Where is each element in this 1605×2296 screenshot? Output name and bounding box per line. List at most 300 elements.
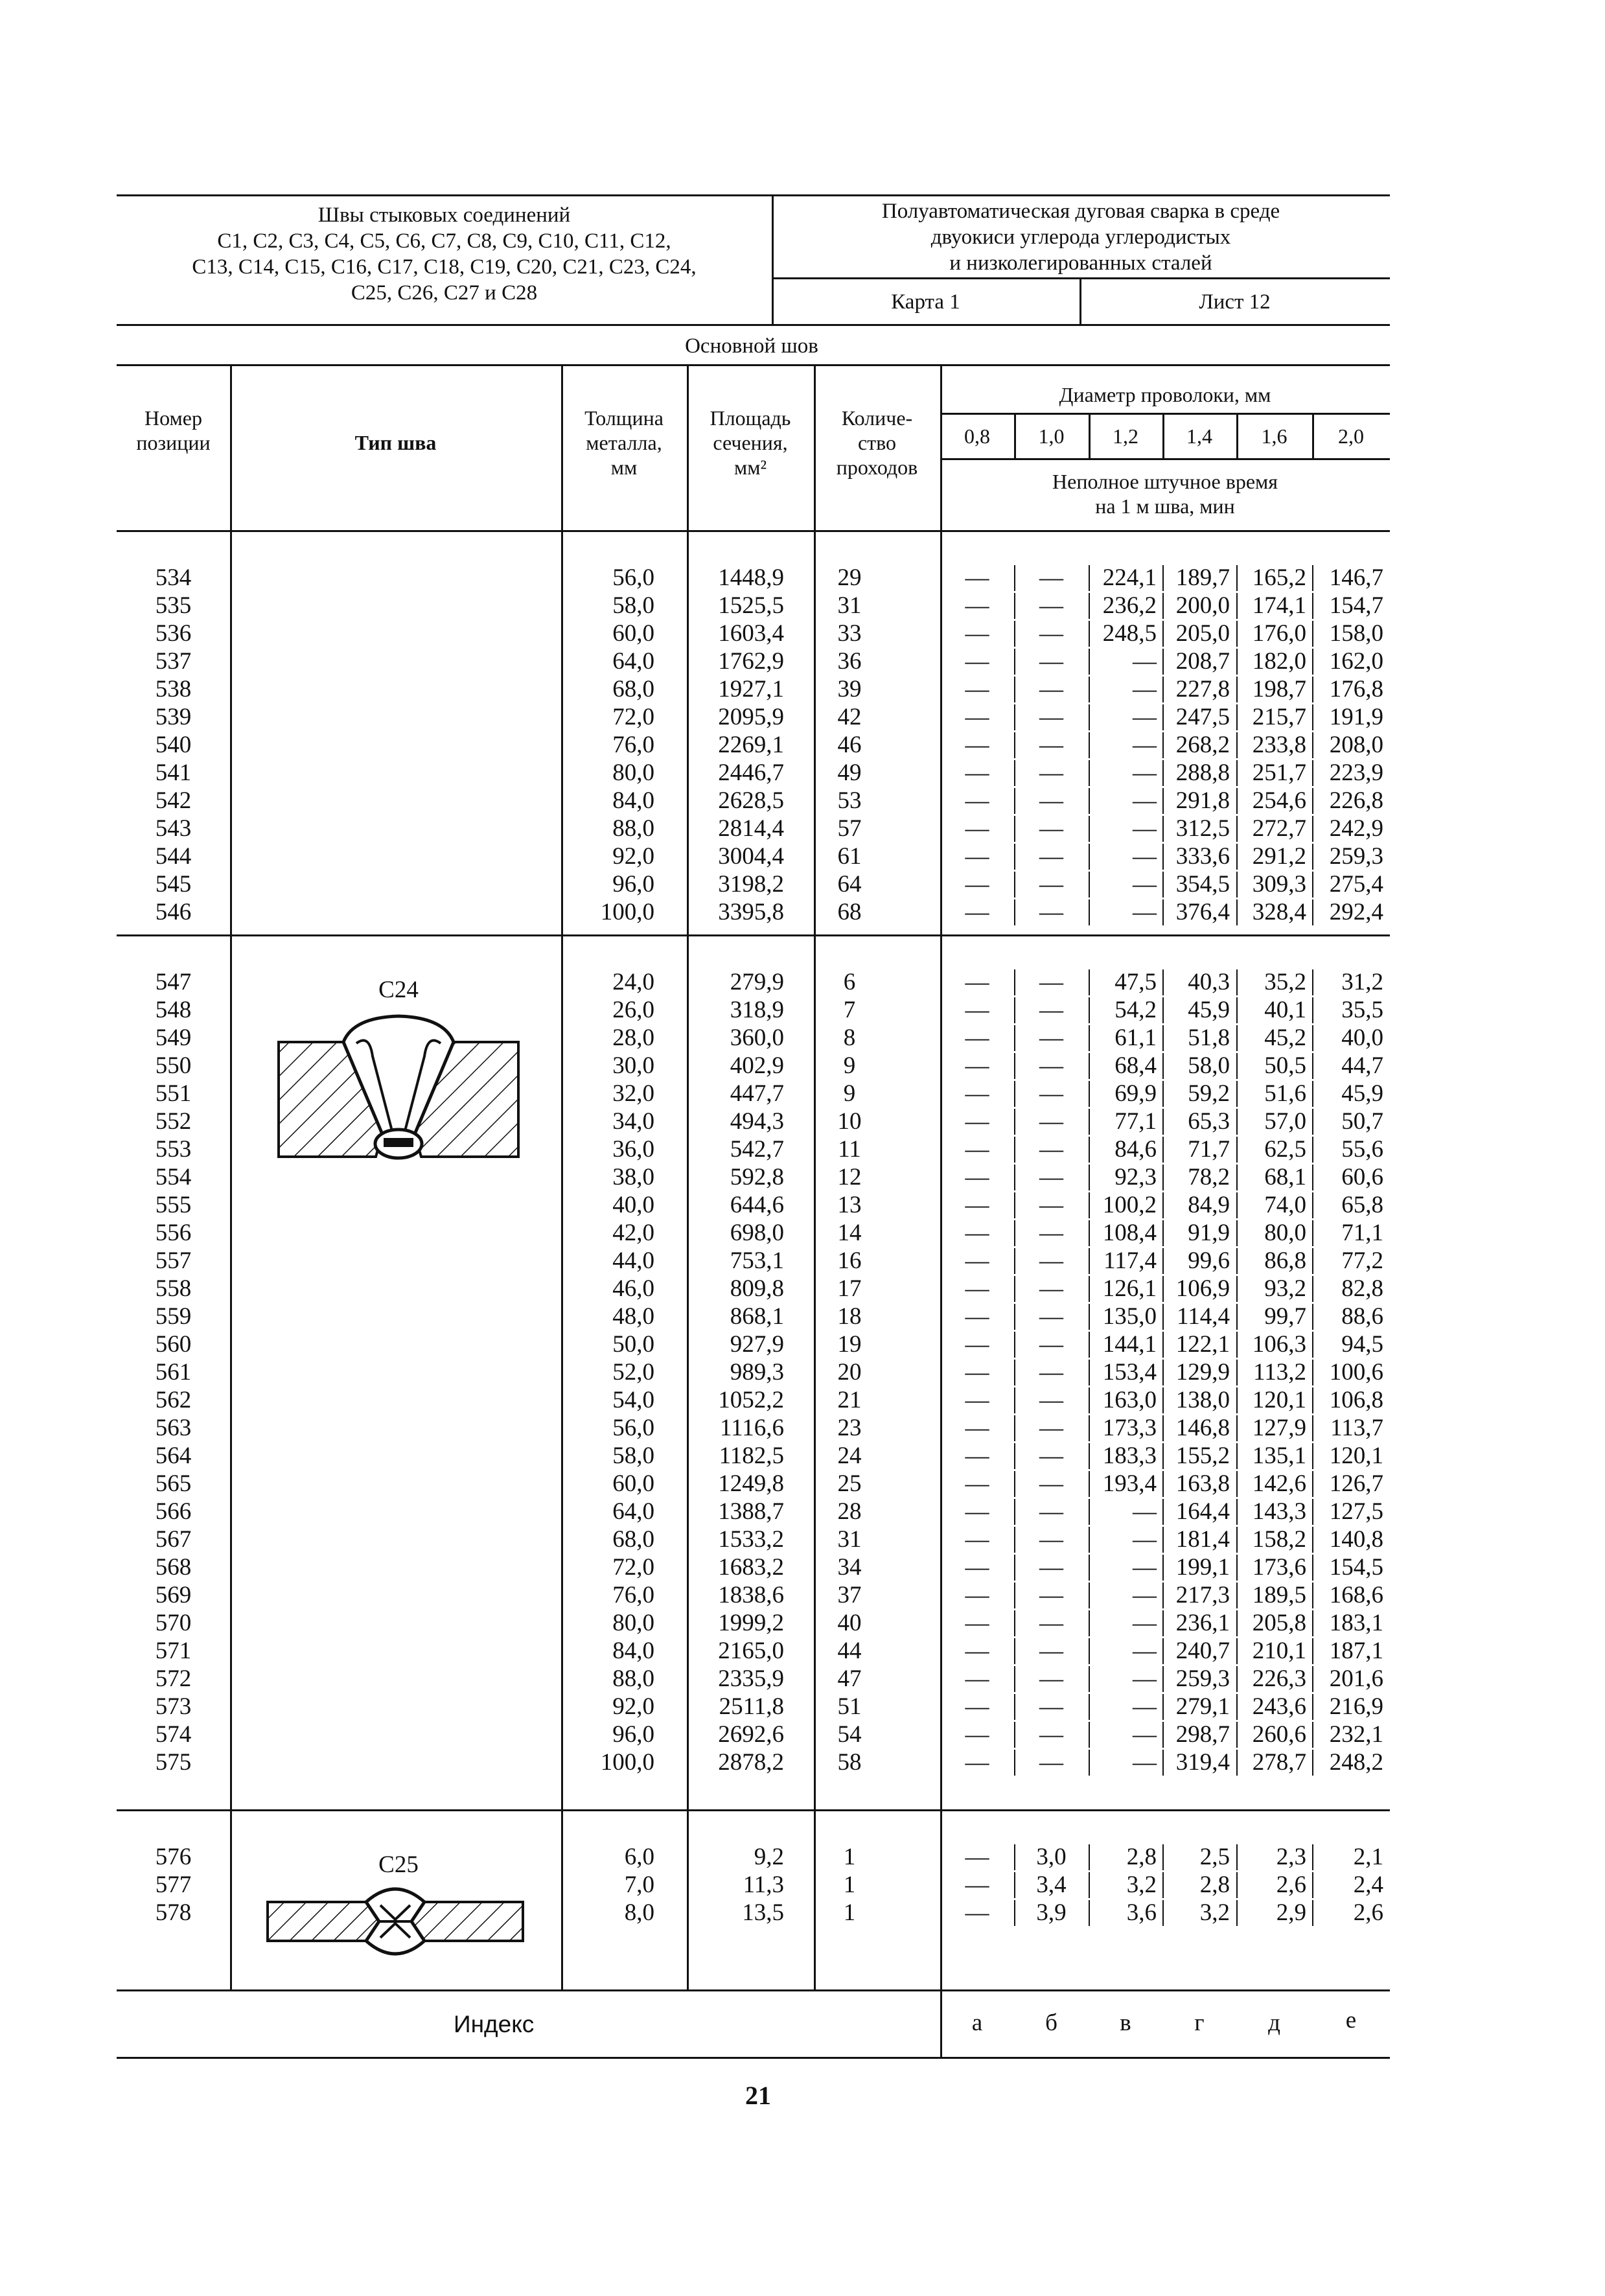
cell-position: 578 [155,1899,192,1926]
cell-separator [1162,1248,1164,1274]
cell-thickness: 76,0 [612,1582,654,1608]
cell-separator [1236,1137,1238,1163]
cell-separator [1162,1053,1164,1079]
cell-separator [1162,1192,1164,1218]
cell-separator [1312,1248,1313,1274]
cell-time-1-6: 142,6 [1252,1470,1306,1497]
cell-separator [1014,1081,1015,1107]
cell-separator [1089,1638,1090,1664]
cell-time-0-8: — [965,1387,989,1413]
cell-separator [1014,593,1015,619]
cell-separator [1089,844,1090,870]
diameter-value: 2,0 [1338,424,1364,448]
cell-position: 536 [155,620,192,647]
cell-separator [1236,704,1238,730]
cell-passes: 44 [837,1638,862,1664]
cell-passes: 58 [837,1749,862,1776]
table-row [0,675,1605,703]
cell-separator [1014,1220,1015,1246]
cell-time-2-0: 146,7 [1329,564,1383,591]
cell-separator [1089,1844,1090,1870]
cell-time-1-4: 199,1 [1175,1554,1230,1581]
cell-separator [1089,1137,1090,1163]
cell-time-1-0: — [1039,1025,1063,1051]
cell-time-1-6: 57,0 [1264,1108,1306,1135]
table-row [0,759,1605,787]
table-row [0,703,1605,731]
cell-time-1-2: 77,1 [1114,1108,1157,1135]
table-row [0,1470,1605,1498]
cell-area: 447,7 [730,1080,784,1107]
cell-separator [1162,816,1164,842]
diameter-value: 1,2 [1113,424,1138,448]
cell-area: 753,1 [730,1247,784,1274]
cell-area: 1838,6 [718,1582,784,1608]
col-passes-header [814,406,940,480]
cell-separator [1089,816,1090,842]
col-passes-line: проходов [836,456,918,479]
cell-area: 1249,8 [718,1470,784,1497]
cell-time-1-0: — [1039,1693,1063,1720]
table-row [0,1553,1605,1581]
cell-separator [1014,899,1015,925]
cell-time-1-6: 309,3 [1252,871,1306,898]
cell-separator [1014,649,1015,675]
cell-position: 549 [155,1025,192,1051]
cell-time-1-0: — [1039,1136,1063,1163]
cell-separator [1162,872,1164,898]
cell-time-1-2: 193,4 [1102,1470,1157,1497]
cell-passes: 14 [837,1220,862,1246]
cell-thickness: 34,0 [612,1108,654,1135]
cell-separator [1312,1192,1313,1218]
cell-position: 564 [155,1443,192,1469]
cell-time-2-0: 94,5 [1341,1331,1383,1358]
cell-time-1-0: — [1039,1247,1063,1274]
cell-separator [1236,1471,1238,1497]
cell-position: 559 [155,1303,192,1330]
cell-time-1-6: 93,2 [1264,1275,1306,1302]
cell-time-1-0: — [1039,1275,1063,1302]
cell-thickness: 80,0 [612,760,654,786]
cell-time-1-6: 143,3 [1252,1498,1306,1525]
cell-separator [1236,997,1238,1023]
cell-passes: 49 [837,760,862,786]
cell-time-1-2: — [1133,1665,1157,1692]
cell-time-1-4: 236,1 [1175,1610,1230,1636]
cell-separator [1236,1415,1238,1441]
cell-area: 2878,2 [718,1749,784,1776]
cell-position: 546 [155,899,192,925]
col-seam-type-header: Тип шва [354,431,437,454]
table-row [0,842,1605,870]
cell-separator [1162,649,1164,675]
cell-time-0-8: — [965,969,989,995]
header-left-title [117,202,772,306]
cell-separator [1236,1583,1238,1608]
index-value: б [1045,2010,1057,2036]
cell-time-1-6: 2,3 [1276,1844,1306,1870]
sheet-label: Лист 12 [1199,290,1271,314]
table-row [0,1748,1605,1776]
cell-separator [1089,1471,1090,1497]
cell-passes: 28 [837,1498,862,1525]
cell-time-1-0: — [1039,1526,1063,1553]
cell-separator [1312,1471,1313,1497]
cell-separator [1162,1276,1164,1302]
cell-area: 1533,2 [718,1526,784,1553]
cell-time-1-6: 173,6 [1252,1554,1306,1581]
cell-thickness: 80,0 [612,1610,654,1636]
cell-separator [1162,1387,1164,1413]
cell-separator [1089,997,1090,1023]
cell-time-1-0: — [1039,676,1063,702]
cell-time-0-8: — [965,1136,989,1163]
cell-position: 561 [155,1359,192,1386]
table-row [0,1581,1605,1609]
cell-time-1-4: 51,8 [1188,1025,1230,1051]
cell-separator [1312,565,1313,591]
cell-passes: 36 [837,648,862,675]
cell-time-1-6: 278,7 [1252,1749,1306,1776]
cell-time-1-4: 99,6 [1188,1247,1230,1274]
cell-separator [1236,1276,1238,1302]
cell-time-0-8: — [965,1192,989,1218]
cell-time-0-8: — [965,997,989,1023]
cell-separator [1089,1527,1090,1553]
cell-passes: 1 [843,1899,856,1926]
cell-time-1-4: 227,8 [1175,676,1230,702]
table-row [0,1637,1605,1665]
cell-thickness: 54,0 [612,1387,654,1413]
cell-time-1-0: — [1039,899,1063,925]
cell-time-1-6: 272,7 [1252,815,1306,842]
cell-time-1-2: — [1133,1582,1157,1608]
cell-separator [1162,899,1164,925]
cell-time-2-0: 2,6 [1353,1899,1383,1926]
cell-time-1-2: 248,5 [1102,620,1157,647]
cell-time-1-4: 114,4 [1177,1303,1230,1330]
cell-time-1-0: — [1039,1220,1063,1246]
cell-time-1-4: 208,7 [1175,648,1230,675]
cell-time-1-6: 176,0 [1252,620,1306,647]
cell-time-1-2: — [1133,787,1157,814]
cell-time-1-2: — [1133,815,1157,842]
table-row [0,996,1605,1024]
cell-separator [1312,1332,1313,1358]
cell-time-1-4: 312,5 [1175,815,1230,842]
cell-thickness: 38,0 [612,1164,654,1190]
cell-time-1-6: 251,7 [1252,760,1306,786]
cell-separator [1162,1220,1164,1246]
cell-time-1-0: — [1039,1749,1063,1776]
cell-separator [1014,1499,1015,1525]
cell-separator [1089,1415,1090,1441]
diameter-value: 1,0 [1038,424,1065,448]
table-row [0,787,1605,815]
cell-position: 562 [155,1387,192,1413]
cell-time-1-6: 189,5 [1252,1582,1306,1608]
cell-time-1-0: — [1039,843,1063,870]
cell-position: 556 [155,1220,192,1246]
cell-position: 548 [155,997,192,1023]
cell-time-1-2: 2,8 [1126,1844,1157,1870]
page-number: 21 [745,2081,771,2110]
cell-separator [1236,1081,1238,1107]
cell-separator [1089,1583,1090,1608]
cell-time-1-4: 40,3 [1188,969,1230,995]
cell-time-1-4: 288,8 [1175,760,1230,786]
cell-time-0-8: — [965,1554,989,1581]
cell-separator [1236,1220,1238,1246]
cell-time-1-4: 291,8 [1175,787,1230,814]
cell-separator [1014,1387,1015,1413]
cell-passes: 25 [837,1470,862,1497]
cell-area: 3198,2 [718,871,784,898]
cell-time-0-8: — [965,1331,989,1358]
cell-time-1-6: 215,7 [1252,704,1306,730]
cell-time-1-4: 279,1 [1175,1693,1230,1720]
cell-position: 552 [155,1108,192,1135]
cell-separator [1014,677,1015,702]
cell-time-0-8: — [965,1721,989,1748]
cell-position: 555 [155,1192,192,1218]
index-value: д [1268,2010,1280,2036]
header-top-line [117,194,1390,196]
table-row [0,1386,1605,1414]
cell-time-1-6: 260,6 [1252,1721,1306,1748]
cell-thickness: 40,0 [612,1192,654,1218]
cell-area: 1927,1 [718,676,784,702]
cell-thickness: 92,0 [612,1693,654,1720]
cell-time-2-0: 55,6 [1341,1136,1383,1163]
cell-time-0-8: — [965,871,989,898]
cell-time-1-2: 183,3 [1102,1443,1157,1469]
cell-separator [1162,760,1164,786]
cell-separator [1236,1443,1238,1469]
cell-separator [1089,1387,1090,1413]
table-row [0,870,1605,898]
cell-passes: 21 [837,1387,862,1413]
cell-passes: 17 [837,1275,862,1302]
cell-time-2-0: 187,1 [1329,1638,1383,1664]
cell-time-1-4: 65,3 [1188,1108,1230,1135]
cell-separator [1162,1137,1164,1163]
cell-separator [1236,565,1238,591]
cell-time-2-0: 154,5 [1329,1554,1383,1581]
cell-area: 1448,9 [718,564,784,591]
cell-time-1-0: — [1039,592,1063,619]
col-area-header [687,406,814,480]
cell-passes: 13 [837,1192,862,1218]
cell-time-2-0: 65,8 [1341,1192,1383,1218]
cell-time-1-4: 319,4 [1175,1749,1230,1776]
cell-separator [1162,1360,1164,1386]
cell-time-1-4: 138,0 [1175,1387,1230,1413]
table-row [0,1330,1605,1358]
cell-position: 568 [155,1554,192,1581]
cell-time-1-6: 62,5 [1264,1136,1306,1163]
cell-separator [1089,1694,1090,1720]
cell-position: 543 [155,815,192,842]
cell-passes: 1 [843,1872,856,1898]
cell-separator [1014,1750,1015,1776]
cell-time-2-0: 2,1 [1353,1844,1383,1870]
cell-separator [1089,1248,1090,1274]
cell-separator [1014,1900,1015,1926]
cell-thickness: 28,0 [612,1025,654,1051]
cell-separator [1089,677,1090,702]
cell-passes: 9 [843,1052,856,1079]
cell-position: 557 [155,1247,192,1274]
table-row [0,1899,1605,1927]
cell-time-0-8: — [965,592,989,619]
cell-time-1-0: — [1039,1080,1063,1107]
table-end-line [117,2057,1390,2059]
cell-passes: 19 [837,1331,862,1358]
cell-time-1-4: 122,1 [1175,1331,1230,1358]
cell-time-1-2: 163,0 [1102,1387,1157,1413]
cell-thickness: 6,0 [624,1844,654,1870]
cell-passes: 9 [843,1080,856,1107]
cell-thickness: 48,0 [612,1303,654,1330]
cell-time-1-0: — [1039,815,1063,842]
cell-separator [1162,1165,1164,1190]
cell-time-1-2: 224,1 [1102,564,1157,591]
cell-separator [1014,1471,1015,1497]
cell-separator [1312,704,1313,730]
cell-separator [1014,1638,1015,1664]
cell-separator [1312,1387,1313,1413]
cell-time-1-4: 189,7 [1175,564,1230,591]
cell-separator [1089,593,1090,619]
cell-time-2-0: 232,1 [1329,1721,1383,1748]
cell-separator [1089,1220,1090,1246]
cell-passes: 51 [837,1693,862,1720]
cell-time-2-0: 35,5 [1341,997,1383,1023]
cell-passes: 24 [837,1443,862,1469]
cell-time-0-8: — [965,1749,989,1776]
cell-time-1-0: — [1039,1108,1063,1135]
cell-time-2-0: 216,9 [1329,1693,1383,1720]
cell-time-2-0: 2,4 [1353,1872,1383,1898]
cell-separator [1162,1900,1164,1926]
cell-time-2-0: 168,6 [1329,1582,1383,1608]
cell-thickness: 88,0 [612,1665,654,1692]
cell-time-1-4: 59,2 [1188,1080,1230,1107]
cell-time-2-0: 154,7 [1329,592,1383,619]
cell-separator [1312,1900,1313,1926]
cell-separator [1162,732,1164,758]
cell-separator [1236,732,1238,758]
cell-area: 1603,4 [718,620,784,647]
cell-separator [1236,1844,1238,1870]
table-row [0,815,1605,842]
cell-separator [1312,732,1313,758]
cell-separator [1312,1109,1313,1135]
cell-time-0-8: — [965,1359,989,1386]
cell-separator [1236,1722,1238,1748]
table-top-line [117,364,1390,366]
cell-separator [1014,844,1015,870]
col-time-line: на 1 м шва, мин [1095,494,1235,518]
cell-thickness: 100,0 [600,1749,654,1776]
cell-separator [1014,1192,1015,1218]
cell-separator [1014,1304,1015,1330]
cell-position: 551 [155,1080,192,1107]
col-area-line: сечения, [713,431,788,454]
cell-passes: 23 [837,1415,862,1441]
col-time-line: Неполное штучное время [1052,470,1278,493]
cell-separator [1014,1872,1015,1898]
cell-area: 360,0 [730,1025,784,1051]
cell-time-1-4: 376,4 [1175,899,1230,925]
header-left-line: С25, С26, С27 и С28 [351,281,538,305]
cell-time-0-8: — [965,1164,989,1190]
cell-time-1-6: 291,2 [1252,843,1306,870]
cell-time-2-0: 77,2 [1341,1247,1383,1274]
cell-time-1-0: — [1039,1610,1063,1636]
cell-time-2-0: 183,1 [1329,1610,1383,1636]
cell-time-2-0: 40,0 [1341,1025,1383,1051]
cell-time-1-0: 3,9 [1036,1899,1067,1926]
cell-area: 279,9 [730,969,784,995]
cell-separator [1162,565,1164,591]
cell-separator [1236,677,1238,702]
cell-position: 537 [155,648,192,675]
cell-separator [1014,872,1015,898]
cell-time-2-0: 100,6 [1329,1359,1383,1386]
cell-thickness: 42,0 [612,1220,654,1246]
cell-time-1-4: 259,3 [1175,1665,1230,1692]
cell-time-2-0: 113,7 [1330,1415,1383,1441]
cell-thickness: 96,0 [612,1721,654,1748]
cell-time-2-0: 248,2 [1329,1749,1383,1776]
cell-time-1-2: — [1133,1498,1157,1525]
cell-time-2-0: 140,8 [1329,1526,1383,1553]
cell-area: 809,8 [730,1275,784,1302]
table-row [0,1107,1605,1135]
cell-time-1-4: 146,8 [1175,1415,1230,1441]
cell-time-1-2: 100,2 [1102,1192,1157,1218]
cell-time-1-2: — [1133,1749,1157,1776]
cell-separator [1312,844,1313,870]
cell-area: 1999,2 [718,1610,784,1636]
cell-area: 1388,7 [718,1498,784,1525]
cell-separator [1014,1109,1015,1135]
cell-position: 544 [155,843,192,870]
cell-time-1-6: 205,8 [1252,1610,1306,1636]
cell-separator [1312,816,1313,842]
cell-separator [1089,1360,1090,1386]
cell-time-0-8: — [965,1443,989,1469]
cell-position: 565 [155,1470,192,1497]
cell-thickness: 84,0 [612,787,654,814]
cell-position: 571 [155,1638,192,1664]
cell-separator [1236,1332,1238,1358]
diam-header-line [940,413,1390,415]
cell-position: 574 [155,1721,192,1748]
cell-time-1-4: 84,9 [1188,1192,1230,1218]
cell-separator [1014,1722,1015,1748]
cell-time-0-8: — [965,1844,989,1870]
cell-separator [1162,1844,1164,1870]
cell-time-1-6: 113,2 [1253,1359,1306,1386]
cell-time-1-6: 165,2 [1252,564,1306,591]
cell-time-1-0: — [1039,969,1063,995]
index-value: г [1194,2010,1205,2036]
cell-separator [1089,788,1090,814]
